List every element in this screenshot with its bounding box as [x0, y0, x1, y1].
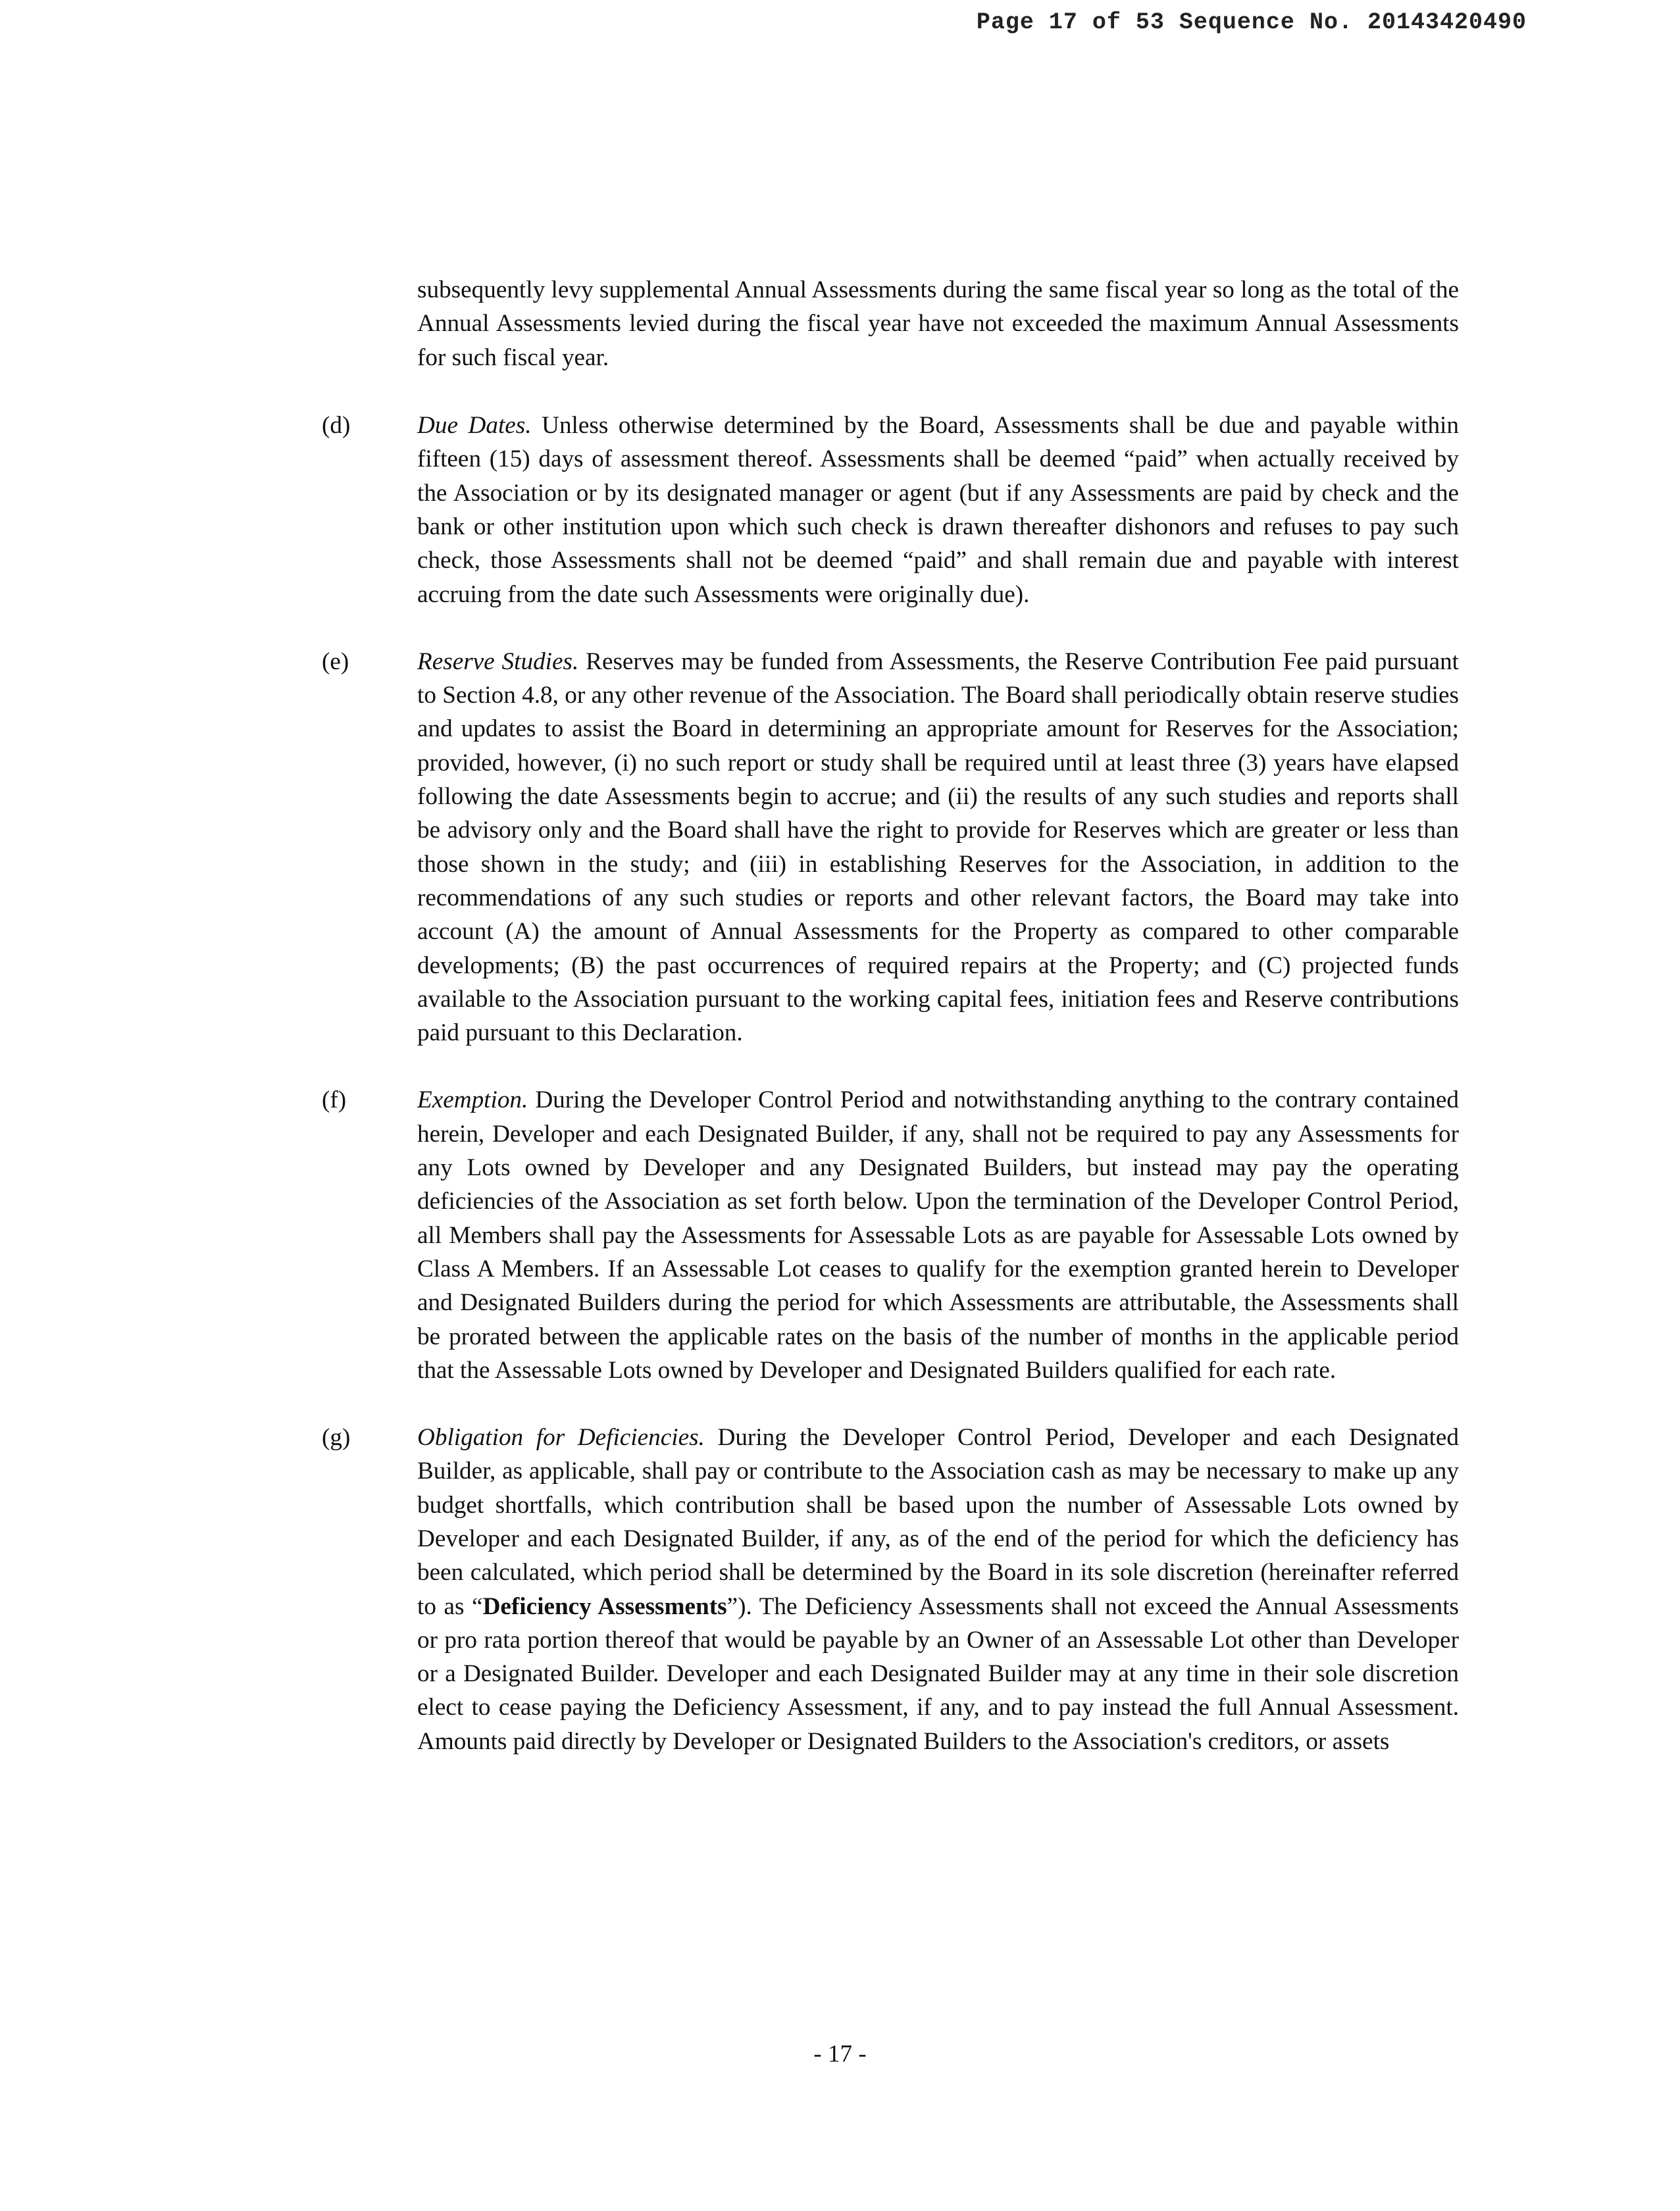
- section-text: Unless otherwise determined by the Board, Assessments shall be due and payable within fifteen (15) days of assessment thereof. Assessments shall be deemed “paid” when actually received by the Association or by its designated manager or agent (but if any Assessments are paid by check and the bank or other institution upon which such check is drawn thereafter dishonors and refuses to pay such check, those Assessments shall not be deemed “paid” and shall remain due and payable with interest accruing from the date such Assessments were originally due).: [417, 412, 1459, 608]
- section-title: Reserve Studies.: [417, 648, 579, 675]
- defined-term: Deficiency Assessments: [482, 1592, 727, 1620]
- section-marker: (g): [322, 1424, 351, 1452]
- section-marker: (d): [322, 412, 351, 440]
- section-text: During the Developer Control Period and notwithstanding anything to the contrary contained herein, Developer and each Designated Builder, if any, shall not be required to pay any Assessments for any Lots owned by Developer and any Designated Builders, but instead may pay the operating deficiencies of the Association as set forth below. Upon the termination of the Developer Control Period, all Members shall pay the Assessments for Assessable Lots as are payable for Assessable Lots owned by Class A Members. If an Assessable Lot ceases to qualify for the exemption granted herein to Developer and Designated Builders during the period for which Assessments are attributable, the Assessments shall be prorated between the applicable rates on the basis of the number of months in the applicable period that the Assessable Lots owned by Developer and Designated Builders qualified for each rate.: [417, 1086, 1459, 1384]
- intro-paragraph: subsequently levy supplemental Annual Assessments during the same fiscal year so long as the total of the Annual Assessments levied during the fiscal year have not exceeded the maximum Annual Assessments for such fiscal year.: [417, 276, 1459, 371]
- section-marker: (e): [322, 648, 349, 675]
- section-e-paragraph: [322, 645, 1459, 1050]
- section-title: Due Dates.: [417, 412, 532, 440]
- section-g-paragraph: [322, 1421, 1460, 1758]
- section-marker: (f): [322, 1086, 347, 1114]
- section-f-paragraph: [322, 1083, 1459, 1387]
- section-d-paragraph: [322, 409, 1459, 611]
- document-body: [322, 249, 1459, 1792]
- page-number-footer: - 17 -: [813, 2041, 867, 2068]
- section-title: Obligation for Deficiencies.: [417, 1424, 705, 1452]
- section-text: Reserves may be funded from Assessments, the Reserve Contribution Fee paid pursuant to Section 4.8, or any other revenue of the Association. The Board shall periodically obtain reserve studies and updates to assist the Board in determining an appropriate amount for Reserves for the Association; provided, however, (i) no such report or study shall be required until at least three (3) years have elapsed following the date Assessments begin to accrue; and (ii) the results of any such studies and reports shall be advisory only and the Board shall have the right to provide for Reserves which are greater or less than those shown in the study; and (iii) in establishing Reserves for the Association, in addition to the recommendations of any such studies or reports and other relevant factors, the Board may take into account (A) the amount of Annual Assessments for the Property as compared to other comparable developments; (B) the past occurrences of required repairs at the Property; and (C) projected funds available to the Association pursuant to the working capital fees, initiation fees and Reserve contributions paid pursuant to this Declaration.: [417, 648, 1459, 1047]
- section-title: Exemption.: [417, 1086, 528, 1114]
- section-text-continued: ”). The Deficiency Assessments shall not exceed the Annual Assessments or pro rata portion thereof that would be payable by an Owner of an Assessable Lot other than Developer or a Designated Builder. Developer and each Designated Builder may at any time in their sole discretion elect to cease paying the Deficiency Assessment, if any, and to pay instead the full Annual Assessment. Amounts paid directly by Developer or Designated Builders to the Association's creditors, or assets: [417, 1592, 1460, 1755]
- page-sequence-header: Page 17 of 53 Sequence No. 20143420490: [976, 9, 1527, 36]
- section-text: During the Developer Control Period, Developer and each Designated Builder, as applicable, shall pay or contribute to the Association cash as may be necessary to make up any budget shortfalls, which contribution shall be based upon the number of Assessable Lots owned by Developer and each Designated Builder, if any, as of the end of the period for which the deficiency has been calculated, which period shall be determined by the Board in its sole discretion (hereinafter referred to as “: [417, 1424, 1460, 1620]
